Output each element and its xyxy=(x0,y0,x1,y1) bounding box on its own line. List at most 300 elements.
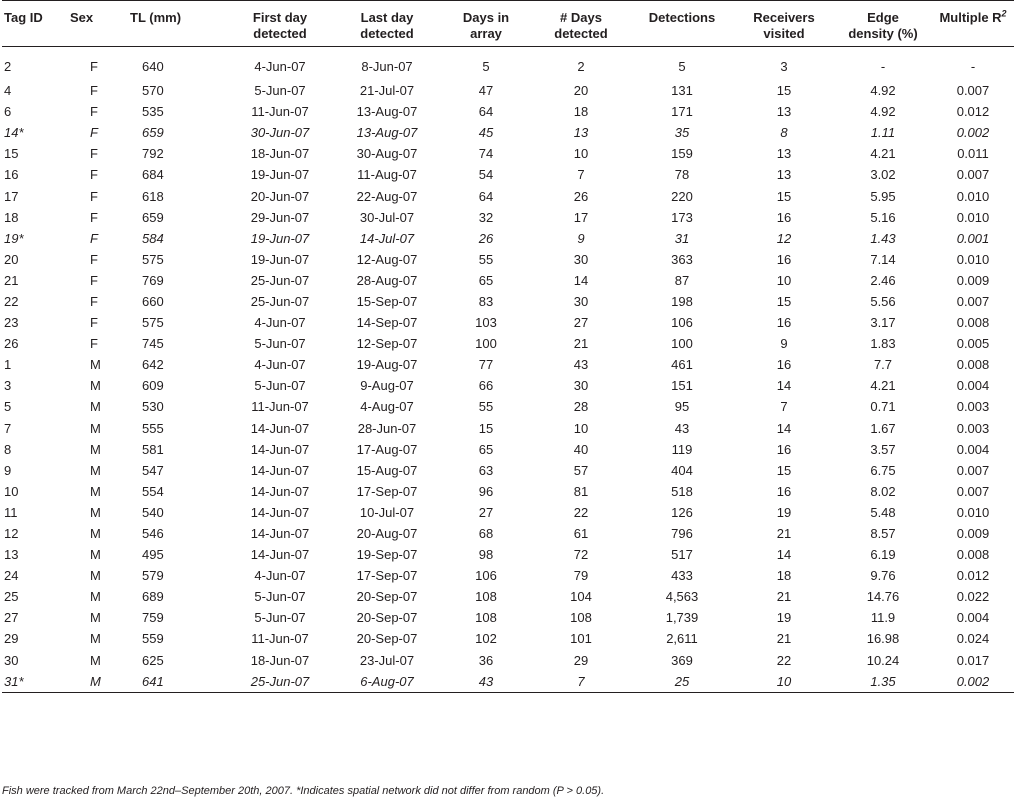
cell-edge-density: 1.35 xyxy=(870,673,896,689)
cell-detections: 159 xyxy=(671,146,693,162)
cell-multiple-r2: - xyxy=(970,59,976,74)
cell-first-day: 5-Jun-07 xyxy=(254,83,306,99)
cell-days-in-array: 55 xyxy=(478,399,494,415)
cell-edge-density: 5.95 xyxy=(870,188,896,204)
cell-receivers: 16 xyxy=(776,441,792,457)
cell-tag-id: 21 xyxy=(4,272,19,288)
table-row xyxy=(2,628,1014,649)
cell-multiple-r2: 0.010 xyxy=(956,251,990,267)
cell-detections: 220 xyxy=(671,188,693,204)
cell-days-detected: 20 xyxy=(573,83,589,99)
cell-first-day: 5-Jun-07 xyxy=(254,336,306,352)
cell-last-day: 19-Sep-07 xyxy=(356,547,418,563)
cell-first-day: 19-Jun-07 xyxy=(250,167,310,183)
header-days-in-array: Days in array xyxy=(462,10,510,41)
cell-tl: 540 xyxy=(142,504,164,520)
cell-tl: 609 xyxy=(142,378,164,394)
cell-days-in-array: 65 xyxy=(478,441,494,457)
cell-detections: 151 xyxy=(671,378,693,394)
cell-tag-id: 16 xyxy=(4,167,19,183)
header-receivers-visited: Receivers visited xyxy=(753,10,815,41)
cell-detections: 106 xyxy=(671,315,693,331)
header-days-detected: # Days detected xyxy=(554,10,608,41)
cell-sex: M xyxy=(90,673,101,689)
cell-tl: 584 xyxy=(142,230,164,246)
cell-tl: 659 xyxy=(142,125,164,141)
cell-tag-id: 3 xyxy=(4,378,12,394)
cell-last-day: 17-Aug-07 xyxy=(356,441,418,457)
cell-first-day: 5-Jun-07 xyxy=(254,378,306,394)
cell-first-day: 11-Jun-07 xyxy=(251,631,309,647)
cell-first-day: 19-Jun-07 xyxy=(250,230,310,246)
cell-multiple-r2: 0.003 xyxy=(956,399,990,415)
cell-days-in-array: 108 xyxy=(475,610,497,626)
cell-sex: M xyxy=(90,462,101,478)
cell-multiple-r2: 0.009 xyxy=(956,272,990,288)
header-tl: TL (mm) xyxy=(130,10,182,25)
cell-multiple-r2: 0.003 xyxy=(956,420,990,436)
cell-days-in-array: 102 xyxy=(475,631,497,647)
cell-tl: 575 xyxy=(142,315,164,331)
cell-days-detected: 9 xyxy=(577,230,585,246)
cell-first-day: 14-Jun-07 xyxy=(250,441,310,457)
cell-tag-id: 4 xyxy=(4,83,12,99)
cell-tl: 792 xyxy=(142,146,164,162)
cell-multiple-r2: 0.012 xyxy=(956,104,990,120)
table-row xyxy=(2,80,1014,101)
cell-tag-id: 29 xyxy=(4,631,19,647)
cell-receivers: 14 xyxy=(776,547,792,563)
cell-edge-density: 5.16 xyxy=(870,209,896,225)
cell-multiple-r2: 0.024 xyxy=(956,631,990,647)
cell-tl: 495 xyxy=(142,547,164,563)
cell-days-in-array: 83 xyxy=(478,293,494,309)
cell-detections: 131 xyxy=(671,83,693,99)
cell-first-day: 5-Jun-07 xyxy=(254,589,306,605)
cell-sex: M xyxy=(90,652,101,668)
cell-days-in-array: 108 xyxy=(475,589,497,605)
cell-tl: 581 xyxy=(142,441,164,457)
cell-multiple-r2: 0.009 xyxy=(956,526,990,542)
cell-days-in-array: 98 xyxy=(478,547,494,563)
cell-tl: 618 xyxy=(142,188,164,204)
cell-receivers: 10 xyxy=(776,673,792,689)
cell-days-in-array: 100 xyxy=(475,336,497,352)
cell-days-in-array: 77 xyxy=(478,357,494,373)
cell-receivers: 14 xyxy=(776,378,792,394)
cell-receivers: 14 xyxy=(776,420,792,436)
cell-first-day: 18-Jun-07 xyxy=(250,146,310,162)
cell-detections: 198 xyxy=(671,293,693,309)
cell-tl: 745 xyxy=(142,336,164,352)
cell-last-day: 15-Aug-07 xyxy=(356,462,418,478)
cell-sex: F xyxy=(90,272,98,288)
cell-sex: F xyxy=(90,125,98,141)
cell-sex: M xyxy=(90,483,101,499)
table-row xyxy=(2,101,1014,122)
cell-tl: 684 xyxy=(142,167,164,183)
cell-days-in-array: 15 xyxy=(478,420,494,436)
cell-tl: 689 xyxy=(142,589,164,605)
cell-tag-id: 13 xyxy=(4,547,19,563)
cell-sex: F xyxy=(90,251,98,267)
cell-tl: 535 xyxy=(142,104,164,120)
cell-edge-density: 0.71 xyxy=(870,399,896,415)
table-row xyxy=(2,207,1014,228)
table-row xyxy=(2,312,1014,333)
cell-first-day: 4-Jun-07 xyxy=(254,315,306,331)
table-row xyxy=(2,47,1014,81)
cell-last-day: 19-Aug-07 xyxy=(356,357,418,373)
cell-sex: M xyxy=(90,378,101,394)
cell-multiple-r2: 0.012 xyxy=(956,568,990,584)
cell-tag-id: 14* xyxy=(4,125,24,141)
cell-multiple-r2: 0.004 xyxy=(956,378,990,394)
cell-detections: 173 xyxy=(671,209,693,225)
table-row xyxy=(2,375,1014,396)
cell-multiple-r2: 0.007 xyxy=(956,83,990,99)
cell-tl: 575 xyxy=(142,251,164,267)
cell-tl: 546 xyxy=(142,526,164,542)
cell-days-detected: 40 xyxy=(573,441,589,457)
cell-edge-density: 5.56 xyxy=(870,293,896,309)
cell-days-detected: 13 xyxy=(573,125,589,141)
header-last-day: Last day detected xyxy=(360,10,414,41)
cell-detections: 433 xyxy=(671,568,693,584)
cell-detections: 5 xyxy=(678,59,686,74)
cell-multiple-r2: 0.011 xyxy=(957,146,989,162)
cell-last-day: 6-Aug-07 xyxy=(360,673,414,689)
cell-detections: 796 xyxy=(671,526,693,542)
cell-sex: M xyxy=(90,441,101,457)
cell-multiple-r2: 0.007 xyxy=(956,293,990,309)
cell-days-detected: 30 xyxy=(573,251,589,267)
cell-days-in-array: 68 xyxy=(478,526,494,542)
cell-days-in-array: 43 xyxy=(478,673,494,689)
cell-sex: M xyxy=(90,526,101,542)
cell-tag-id: 24 xyxy=(4,568,19,584)
cell-days-detected: 10 xyxy=(573,420,589,436)
cell-days-in-array: 96 xyxy=(478,483,494,499)
cell-sex: M xyxy=(90,420,101,436)
cell-edge-density: 9.76 xyxy=(870,568,896,584)
cell-multiple-r2: 0.002 xyxy=(956,673,990,689)
header-detections: Detections xyxy=(648,10,716,25)
cell-last-day: 21-Jul-07 xyxy=(359,83,415,99)
cell-edge-density: 6.19 xyxy=(870,547,896,563)
table-row xyxy=(2,228,1014,249)
cell-multiple-r2: 0.010 xyxy=(956,504,990,520)
cell-receivers: 21 xyxy=(776,589,792,605)
cell-receivers: 16 xyxy=(776,251,792,267)
cell-tl: 759 xyxy=(142,610,164,626)
cell-tag-id: 9 xyxy=(4,462,12,478)
cell-last-day: 10-Jul-07 xyxy=(359,504,415,520)
cell-detections: 2,611 xyxy=(666,631,698,647)
cell-multiple-r2: 0.004 xyxy=(956,610,990,626)
fish-detection-table xyxy=(2,0,1014,693)
cell-detections: 31 xyxy=(674,230,690,246)
cell-first-day: 11-Jun-07 xyxy=(251,399,309,415)
cell-edge-density: 7.14 xyxy=(870,251,896,267)
cell-detections: 363 xyxy=(671,251,693,267)
cell-edge-density: 8.57 xyxy=(870,526,896,542)
cell-days-in-array: 64 xyxy=(478,104,494,120)
cell-tl: 640 xyxy=(142,59,164,74)
cell-last-day: 20-Sep-07 xyxy=(356,610,418,626)
cell-days-detected: 14 xyxy=(573,272,589,288)
table-row xyxy=(2,523,1014,544)
table-row xyxy=(2,481,1014,502)
cell-sex: F xyxy=(90,293,98,309)
cell-receivers: 16 xyxy=(776,209,792,225)
cell-days-detected: 2 xyxy=(577,59,585,74)
cell-receivers: 13 xyxy=(776,146,792,162)
cell-first-day: 14-Jun-07 xyxy=(250,504,310,520)
cell-days-detected: 104 xyxy=(570,589,592,605)
cell-tag-id: 18 xyxy=(4,209,19,225)
cell-receivers: 15 xyxy=(776,462,792,478)
cell-last-day: 14-Sep-07 xyxy=(356,315,418,331)
cell-days-in-array: 64 xyxy=(478,188,494,204)
cell-edge-density: 3.02 xyxy=(870,167,896,183)
cell-edge-density: - xyxy=(880,59,886,74)
table-row xyxy=(2,460,1014,481)
cell-edge-density: 16.98 xyxy=(866,631,900,647)
cell-receivers: 3 xyxy=(780,59,788,74)
table-row xyxy=(2,439,1014,460)
cell-edge-density: 4.92 xyxy=(870,104,896,120)
cell-tag-id: 15 xyxy=(4,146,19,162)
cell-first-day: 14-Jun-07 xyxy=(250,420,310,436)
cell-sex: F xyxy=(90,104,98,120)
cell-first-day: 30-Jun-07 xyxy=(250,125,310,141)
header-first-day: First day detected xyxy=(252,10,308,41)
cell-receivers: 19 xyxy=(776,610,792,626)
cell-edge-density: 1.83 xyxy=(870,336,896,352)
cell-last-day: 17-Sep-07 xyxy=(356,568,418,584)
cell-receivers: 22 xyxy=(776,652,792,668)
cell-days-detected: 101 xyxy=(570,631,592,647)
cell-days-detected: 79 xyxy=(573,568,589,584)
cell-tl: 547 xyxy=(142,462,164,478)
cell-sex: F xyxy=(90,59,98,74)
cell-tag-id: 12 xyxy=(4,526,19,542)
cell-sex: F xyxy=(90,167,98,183)
cell-tl: 559 xyxy=(142,631,164,647)
cell-tl: 570 xyxy=(142,83,164,99)
table-row xyxy=(2,185,1014,206)
cell-detections: 369 xyxy=(671,652,693,668)
cell-days-in-array: 45 xyxy=(478,125,494,141)
cell-tag-id: 25 xyxy=(4,589,19,605)
cell-tag-id: 17 xyxy=(4,188,19,204)
cell-days-detected: 57 xyxy=(573,462,589,478)
cell-last-day: 20-Aug-07 xyxy=(356,526,418,542)
cell-days-detected: 10 xyxy=(573,146,589,162)
cell-last-day: 4-Aug-07 xyxy=(360,399,414,415)
cell-days-detected: 29 xyxy=(573,652,589,668)
cell-detections: 1,739 xyxy=(665,610,699,626)
cell-tl: 579 xyxy=(142,568,164,584)
cell-days-in-array: 54 xyxy=(478,167,494,183)
cell-edge-density: 10.24 xyxy=(866,652,900,668)
cell-last-day: 28-Jun-07 xyxy=(357,420,417,436)
cell-first-day: 25-Jun-07 xyxy=(250,293,310,309)
cell-days-detected: 22 xyxy=(573,504,589,520)
cell-tag-id: 5 xyxy=(4,399,12,415)
cell-detections: 126 xyxy=(671,504,693,520)
cell-first-day: 14-Jun-07 xyxy=(250,483,310,499)
table-row xyxy=(2,502,1014,523)
cell-receivers: 8 xyxy=(780,125,788,141)
cell-detections: 4,563 xyxy=(665,589,699,605)
cell-tl: 554 xyxy=(142,483,164,499)
cell-sex: F xyxy=(90,188,98,204)
cell-tag-id: 20 xyxy=(4,251,19,267)
cell-edge-density: 5.48 xyxy=(870,504,896,520)
header-multiple-r2: Multiple $R^2$ xyxy=(939,8,1007,25)
cell-multiple-r2: 0.002 xyxy=(956,125,990,141)
cell-sex: M xyxy=(90,610,101,626)
cell-edge-density: 2.46 xyxy=(870,272,896,288)
cell-days-detected: 28 xyxy=(573,399,589,415)
cell-tag-id: 27 xyxy=(4,610,19,626)
cell-days-detected: 30 xyxy=(573,378,589,394)
cell-sex: F xyxy=(90,146,98,162)
cell-last-day: 13-Aug-07 xyxy=(356,125,418,141)
cell-last-day: 30-Aug-07 xyxy=(356,146,418,162)
cell-first-day: 14-Jun-07 xyxy=(250,462,310,478)
cell-multiple-r2: 0.004 xyxy=(956,441,990,457)
cell-edge-density: 4.21 xyxy=(870,146,896,162)
cell-sex: F xyxy=(90,209,98,225)
cell-last-day: 9-Aug-07 xyxy=(360,378,414,394)
cell-tag-id: 22 xyxy=(4,293,19,309)
cell-detections: 87 xyxy=(674,272,690,288)
cell-detections: 35 xyxy=(674,125,690,141)
cell-tag-id: 1 xyxy=(4,357,12,373)
cell-edge-density: 3.17 xyxy=(870,315,896,331)
cell-first-day: 4-Jun-07 xyxy=(254,357,306,373)
cell-days-in-array: 66 xyxy=(478,378,494,394)
cell-first-day: 18-Jun-07 xyxy=(250,652,310,668)
cell-multiple-r2: 0.007 xyxy=(956,167,990,183)
cell-last-day: 20-Sep-07 xyxy=(356,631,418,647)
cell-detections: 119 xyxy=(671,441,693,457)
cell-first-day: 20-Jun-07 xyxy=(250,188,310,204)
cell-tl: 555 xyxy=(142,420,164,436)
cell-edge-density: 7.7 xyxy=(873,357,893,373)
cell-last-day: 30-Jul-07 xyxy=(359,209,415,225)
cell-days-detected: 7 xyxy=(577,673,585,689)
header-edge-density: Edge density (%) xyxy=(848,10,918,41)
cell-receivers: 10 xyxy=(776,272,792,288)
cell-multiple-r2: 0.008 xyxy=(956,547,990,563)
cell-receivers: 16 xyxy=(776,357,792,373)
cell-multiple-r2: 0.008 xyxy=(956,315,990,331)
cell-detections: 43 xyxy=(674,420,690,436)
cell-detections: 100 xyxy=(671,336,693,352)
cell-detections: 461 xyxy=(671,357,693,373)
table-row xyxy=(2,270,1014,291)
cell-edge-density: 1.67 xyxy=(870,420,896,436)
cell-days-in-array: 65 xyxy=(478,272,494,288)
cell-sex: F xyxy=(90,230,98,246)
cell-last-day: 22-Aug-07 xyxy=(356,188,418,204)
cell-sex: F xyxy=(90,336,98,352)
cell-days-in-array: 36 xyxy=(478,652,494,668)
cell-detections: 25 xyxy=(674,673,690,689)
cell-days-detected: 7 xyxy=(577,167,585,183)
table-row xyxy=(2,291,1014,312)
cell-tl: 530 xyxy=(142,399,164,415)
cell-tag-id: 30 xyxy=(4,652,19,668)
cell-days-detected: 43 xyxy=(573,357,589,373)
cell-first-day: 25-Jun-07 xyxy=(250,272,310,288)
cell-multiple-r2: 0.001 xyxy=(956,230,990,246)
cell-last-day: 17-Sep-07 xyxy=(356,483,418,499)
cell-days-in-array: 5 xyxy=(482,59,490,74)
cell-days-detected: 26 xyxy=(573,188,589,204)
cell-first-day: 4-Jun-07 xyxy=(254,59,306,74)
cell-days-detected: 30 xyxy=(573,293,589,309)
table-row xyxy=(2,249,1014,270)
cell-first-day: 14-Jun-07 xyxy=(250,526,310,542)
cell-tag-id: 11 xyxy=(4,504,18,520)
cell-edge-density: 8.02 xyxy=(870,483,896,499)
cell-edge-density: 6.75 xyxy=(870,462,896,478)
cell-multiple-r2: 0.010 xyxy=(956,188,990,204)
cell-edge-density: 1.11 xyxy=(870,125,896,141)
cell-sex: F xyxy=(90,83,98,99)
cell-detections: 517 xyxy=(671,547,693,563)
table-body xyxy=(2,47,1014,693)
cell-tag-id: 23 xyxy=(4,315,19,331)
table-footnote: Fish were tracked from March 22nd–September 20th, 2007. *Indicates spatial network did not differ from random (P > 0.05). xyxy=(2,785,605,797)
cell-tl: 660 xyxy=(142,293,164,309)
cell-last-day: 14-Jul-07 xyxy=(359,230,415,246)
cell-days-detected: 61 xyxy=(573,526,589,542)
cell-edge-density: 14.76 xyxy=(866,589,900,605)
cell-receivers: 9 xyxy=(780,336,788,352)
cell-tl: 641 xyxy=(142,673,164,689)
cell-detections: 95 xyxy=(674,399,690,415)
cell-days-in-array: 32 xyxy=(478,209,494,225)
cell-days-in-array: 55 xyxy=(478,251,494,267)
cell-multiple-r2: 0.010 xyxy=(956,209,990,225)
cell-receivers: 15 xyxy=(776,83,792,99)
table-header-row xyxy=(2,1,1014,47)
cell-edge-density: 1.43 xyxy=(870,230,896,246)
cell-multiple-r2: 0.007 xyxy=(956,483,990,499)
table-row xyxy=(2,122,1014,143)
cell-tag-id: 2 xyxy=(4,59,12,74)
cell-receivers: 15 xyxy=(776,188,792,204)
cell-first-day: 14-Jun-07 xyxy=(250,547,310,563)
cell-last-day: 23-Jul-07 xyxy=(359,652,415,668)
cell-days-in-array: 27 xyxy=(478,504,494,520)
table-row xyxy=(2,164,1014,185)
header-sex: Sex xyxy=(70,10,94,25)
cell-detections: 78 xyxy=(674,167,690,183)
cell-tag-id: 31* xyxy=(4,673,24,689)
table-row xyxy=(2,544,1014,565)
cell-first-day: 25-Jun-07 xyxy=(250,673,310,689)
cell-last-day: 20-Sep-07 xyxy=(356,589,418,605)
cell-days-in-array: 47 xyxy=(478,83,494,99)
cell-receivers: 15 xyxy=(776,293,792,309)
